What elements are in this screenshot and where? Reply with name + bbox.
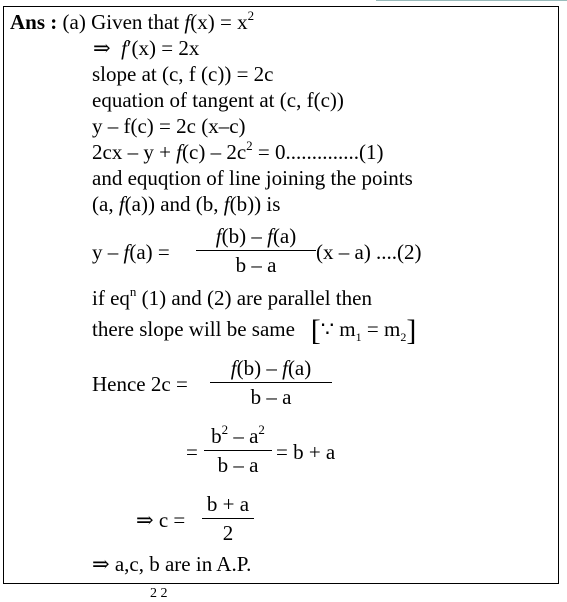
equation-1: $2cx - y + f(c) - 2c^2 = 0..............(1)$ [92, 138, 384, 164]
parallel-line: if $eq^n$ (1) and (2) are parallel then [92, 284, 372, 310]
fraction-2: f(b) – f(a) b – a [210, 356, 332, 409]
fraction-1: f(b) – f(a) b – a [196, 224, 316, 277]
ans-label: Ans [10, 10, 46, 34]
top-rule [376, 0, 567, 1]
conclusion-line: ⇒ a,c, b are in A.P. [92, 552, 252, 576]
fraction-4: b + a 2 [202, 492, 254, 545]
because-symbol: ∵ m [320, 317, 356, 341]
equals-sign: = [186, 440, 198, 464]
derivative-line: ⇒ f′(x) = 2x [93, 36, 200, 60]
c-equals: ⇒ c = [136, 508, 186, 532]
tangent-eq: y – f(c) = 2c (x–c) [92, 114, 246, 138]
tangent-eq-heading: equation of tangent at (c, f(c)) [92, 88, 344, 112]
fraction-bar [210, 382, 332, 383]
fraction-bar [196, 250, 316, 251]
fraction-3: $b^2 - a^2$ b – a [204, 424, 272, 477]
given-text: (a) Given that [62, 10, 180, 34]
cropped-next-line: 2 2 [150, 586, 168, 601]
fraction-bar [204, 450, 272, 451]
implies-arrow-icon: ⇒ [93, 36, 111, 60]
sum-result: = b + a [276, 440, 336, 464]
hence-line: Hence 2c = [92, 372, 188, 396]
equation-2-lhs: y – f(a) = [92, 240, 170, 264]
points-line: (a, f(a)) and (b, f(b)) is [92, 192, 281, 216]
fraction-bar [202, 518, 254, 519]
slope-line: slope at (c, f (c)) = 2c [92, 62, 274, 86]
answer-heading: Ans : (a) Given that $f(x) = x^2$ [10, 8, 255, 34]
equation-2-rhs: (x – a) ....(2) [316, 240, 422, 264]
line-joining-heading: and equqtion of line joining the points [92, 166, 413, 190]
same-slope-line: there slope will be same [∵ $m_1 = m_2$] [92, 314, 417, 347]
ans-colon: : [50, 10, 58, 34]
